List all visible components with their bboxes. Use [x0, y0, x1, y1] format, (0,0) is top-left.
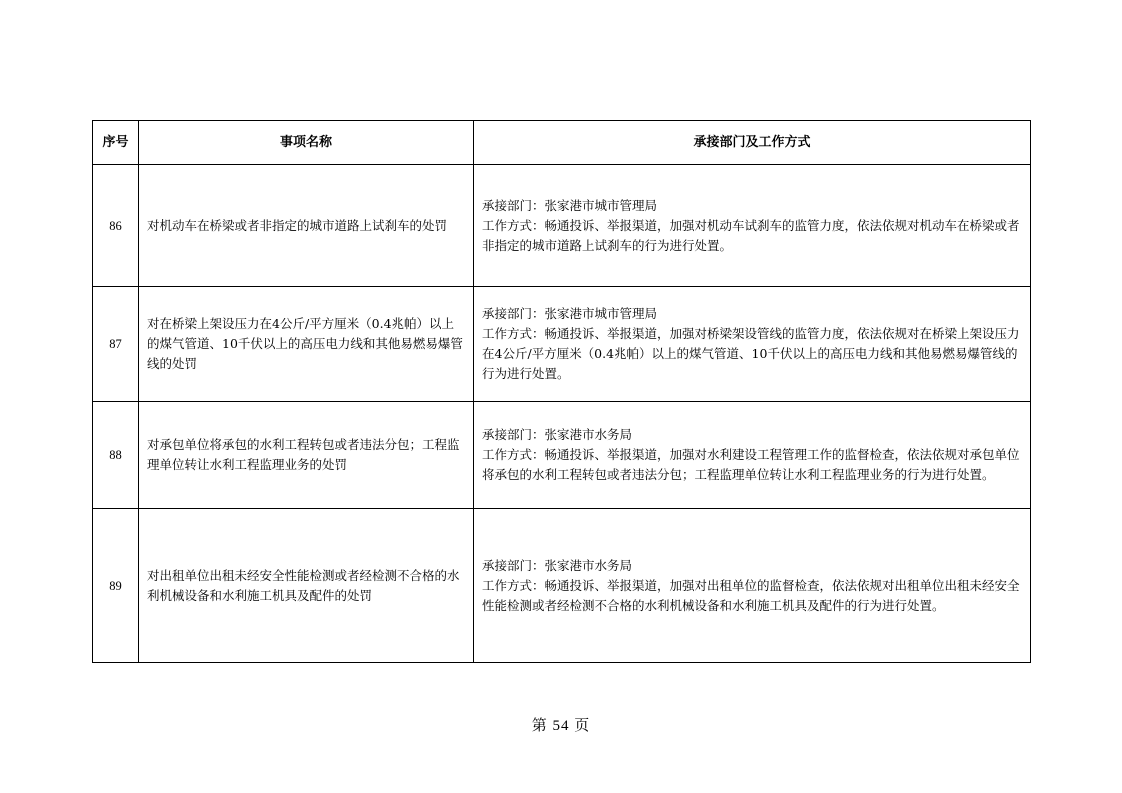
dept-line: 承接部门：张家港市水务局	[482, 557, 633, 573]
method-line: 工作方式：畅通投诉、举报渠道，加强对出租单位的监督检查，依法依规对出租单位出租未经安全性能检测或者经检测不合格的水利机械设备和水利施工机具及配件的行为进行处置。	[482, 577, 1020, 613]
row-name: 对出租单位出租未经安全性能检测或者经检测不合格的水利机械设备和水利施工机具及配件的处罚	[139, 509, 474, 663]
row-dept	[474, 509, 1031, 663]
row-name: 对承包单位将承包的水利工程转包或者违法分包；工程监理单位转让水利工程监理业务的处罚	[139, 402, 474, 509]
row-name: 对在桥梁上架设压力在4公斤/平方厘米（0.4兆帕）以上的煤气管道、10千伏以上的高压电力线和其他易燃易爆管线的处罚	[139, 287, 474, 402]
method-line: 工作方式：畅通投诉、举报渠道，加强对水利建设工程管理工作的监督检查，依法依规对承包单位将承包的水利工程转包或者违法分包；工程监理单位转让水利工程监理业务的行为进行处置。	[482, 447, 1020, 482]
method-line: 工作方式：畅通投诉、举报渠道，加强对桥梁架设管线的监管力度，依法依规对在桥梁上架设压力在4公斤/平方厘米（0.4兆帕）以上的煤气管道、10千伏以上的高压电力线和其他易燃易爆管线的行为进行处置。	[482, 326, 1020, 381]
header-name: 事项名称	[139, 121, 474, 165]
header-dept: 承接部门及工作方式	[474, 121, 1031, 165]
table-row	[93, 402, 1031, 509]
dept-line: 承接部门：张家港市水务局	[482, 427, 633, 442]
table-row	[93, 287, 1031, 402]
method-line: 工作方式：畅通投诉、举报渠道，加强对机动车试刹车的监管力度，依法依规对机动车在桥梁或者非指定的城市道路上试刹车的行为进行处置。	[482, 217, 1020, 253]
matters-table	[92, 120, 1031, 663]
row-dept	[474, 287, 1031, 402]
row-dept	[474, 165, 1031, 287]
table-row	[93, 165, 1031, 287]
page-number: 第 54 页	[531, 718, 591, 734]
header-seq: 序号	[93, 121, 139, 165]
dept-line: 承接部门：张家港市城市管理局	[482, 197, 658, 213]
row-seq: 88	[93, 402, 139, 509]
row-seq: 86	[93, 165, 139, 287]
row-dept	[474, 402, 1031, 509]
table-header-row	[93, 121, 1031, 165]
row-seq: 89	[93, 509, 139, 663]
dept-line: 承接部门：张家港市城市管理局	[482, 306, 658, 321]
table-row	[93, 509, 1031, 663]
row-seq: 87	[93, 287, 139, 402]
row-name: 对机动车在桥梁或者非指定的城市道路上试刹车的处罚	[139, 165, 474, 287]
